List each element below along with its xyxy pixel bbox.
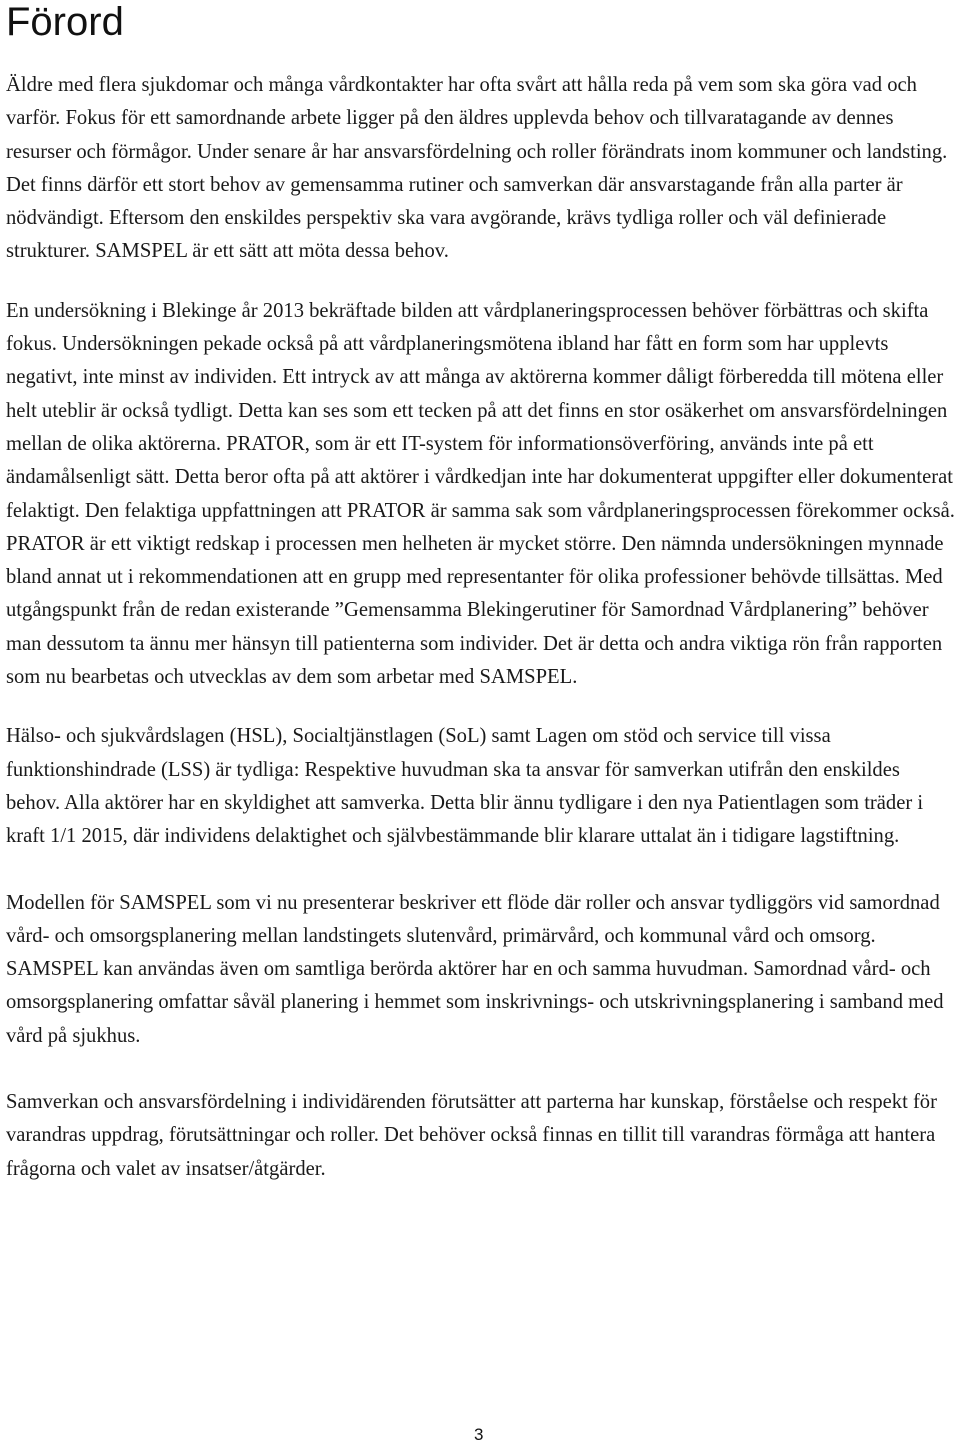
paragraph-3: Hälso- och sjukvårdslagen (HSL), Socialtjänstlagen (SoL) samt Lagen om stöd och service till vissa funktionshindrade (LSS) är tydliga: Respektive huvudman ska ta ansvar för samverkan utifrån den enskildes behov. Alla aktörer har en skyldighet att samverka. Detta blir ännu tydligare i den nya Patientlagen som träder i kraft 1/1 2015, där individens delaktighet och självbestämmande blir klarare uttalat än i tidigare lagstiftning. <box>6 725 924 848</box>
page-title: Förord <box>6 0 124 44</box>
paragraph-5: Samverkan och ansvarsfördelning i individärenden förutsätter att parterna har kunskap, förståelse och respekt för varandras uppdrag, förutsättningar och roller. Det behöver också finnas en tillit till varandras förmåga att hantera frågorna och valet av insatser/åtgärder. <box>6 1091 937 1180</box>
document-page <box>6 0 958 1186</box>
page-number: 3 <box>474 1425 484 1444</box>
paragraph-4: Modellen för SAMSPEL som vi nu presenterar beskriver ett flöde där roller och ansvar tydliggörs vid samordnad vård- och omsorgsplanering mellan landstingets slutenvård, primärvård, och kommunal vård och omsorg. SAMSPEL kan användas även om samtliga berörda aktörer har en och samma huvudman. Samordnad vård- och omsorgsplanering omfattar såväl planering i hemmet som inskrivnings- och utskrivningsplanering i samband med vård på sjukhus. <box>6 891 944 1047</box>
paragraph-2: En undersökning i Blekinge år 2013 bekräftade bilden att vårdplaneringsprocessen behöver förbättras och skifta fokus. Undersökningen pekade också på att vårdplaneringsmötena ibland har fått en form som har upplevts negativt, inte minst av individen. Ett intryck av att många av aktörerna kommer dåligt förberedda till mötena eller helt uteblir är också tydligt. Detta kan ses som ett tecken på att det finns en stor osäkerhet om ansvarsfördelningen mellan de olika aktörerna. PRATOR, som är ett IT-system för informationsöverföring, används inte på ett ändamålsenligt sätt. Detta beror ofta på att aktörer i vårdkedjan inte har dokumenterat uppgifter eller dokumenterat felaktigt. Den felaktiga uppfattningen att PRATOR är samma sak som vårdplaneringsprocessen förekommer också. PRATOR är ett viktigt redskap i processen men helheten är mycket större. Den nämnda undersökningen mynnade bland annat ut i rekommendationen att en grupp med representanter för olika professioner behövde tillsättas. Med utgångspunkt från de redan existerande ”Gemensamma Blekingerutiner för Samordnad Vårdplanering” behöver man dessutom ta ännu mer hänsyn till patienterna som individer. Det är detta och andra viktiga rön från rapporten som nu bearbetas och utvecklas av dem som arbetar med SAMSPEL. <box>6 299 955 689</box>
paragraph-1: Äldre med flera sjukdomar och många vårdkontakter har ofta svårt att hålla reda på vem som ska göra vad och varför. Fokus för ett samordnande arbete ligger på den äldres upplevda behov och tillvaratagande av dennes resurser och förmågor. Under senare år har ansvarsfördelning och roller förändrats inom kommuner och landsting. Det finns därför ett stort behov av gemensamma rutiner och samverkan där ansvarstagande från alla parter är nödvändigt. Eftersom den enskildes perspektiv ska vara avgörande, krävs tydliga roller och väl definierade strukturer. SAMSPEL är ett sätt att möta dessa behov. <box>6 74 948 263</box>
